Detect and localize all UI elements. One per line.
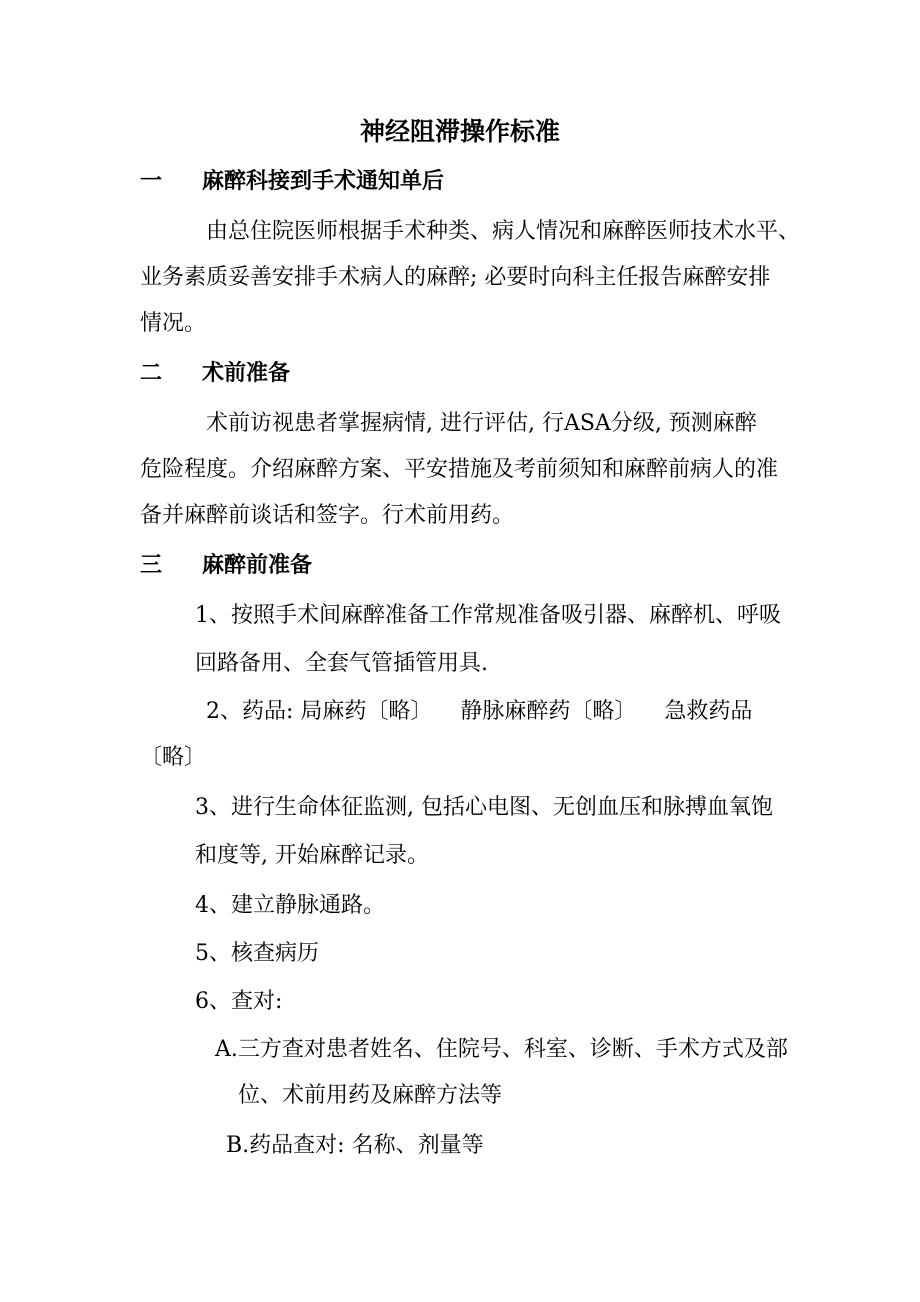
paragraph-line: 备并麻醉前谈话和签字。行术前用药。 <box>140 503 515 528</box>
list-item-line: 回路备用、全套气管插管用具. <box>195 651 488 676</box>
list-item-line: 3、进行生命体征监测, 包括心电图、无创血压和脉搏血氧饱 <box>195 795 773 820</box>
section-2-number: 二 <box>140 361 163 386</box>
document-title: 神经阻滞操作标准 <box>359 117 560 146</box>
paragraph-line: 危险程度。介绍麻醉方案、平安措施及考前须知和麻醉前病人的准 <box>140 457 779 482</box>
paragraph-line: 由总住院医师根据手术种类、病人情况和麻醉医师技术水平、 <box>206 219 801 244</box>
sub-item-line: 位、术前用药及麻醉方法等 <box>238 1083 503 1108</box>
section-3-title: 麻醉前准备 <box>202 553 313 578</box>
section-1-number: 一 <box>140 169 163 194</box>
section-3-heading <box>140 550 312 582</box>
section-2-title: 术前准备 <box>202 361 291 386</box>
list-item-line: 4、建立静脉通路。 <box>195 893 385 918</box>
paragraph-line: 情况。 <box>140 311 207 336</box>
list-item-line: 5、核查病历 <box>195 941 319 966</box>
list-item-line: 〔略〕 <box>140 745 207 770</box>
list-item-line: 6、查对: <box>195 989 283 1014</box>
paragraph-line: 术前访视患者掌握病情, 进行评估, 行ASA分级, 预测麻醉 <box>206 411 757 436</box>
paragraph-line: 业务素质妥善安排手术病人的麻醉; 必要时向科主任报告麻醉安排 <box>140 265 771 290</box>
sub-item-line: A.三方查对患者姓名、住院号、科室、诊断、手术方式及部 <box>215 1037 788 1062</box>
section-1-heading <box>140 166 444 198</box>
section-1-title: 麻醉科接到手术通知单后 <box>202 169 445 194</box>
sub-item-line: B.药品查对: 名称、剂量等 <box>226 1133 484 1158</box>
list-item-line: 2、药品: 局麻药〔略〕 静脉麻醉药〔略〕 急救药品 <box>206 699 753 724</box>
list-item-line: 和度等, 开始麻醉记录。 <box>195 843 429 868</box>
list-item-line: 1、按照手术间麻醉准备工作常规准备吸引器、麻醉机、呼吸 <box>195 603 781 628</box>
section-2-heading <box>140 358 290 390</box>
section-3-number: 三 <box>140 553 163 578</box>
